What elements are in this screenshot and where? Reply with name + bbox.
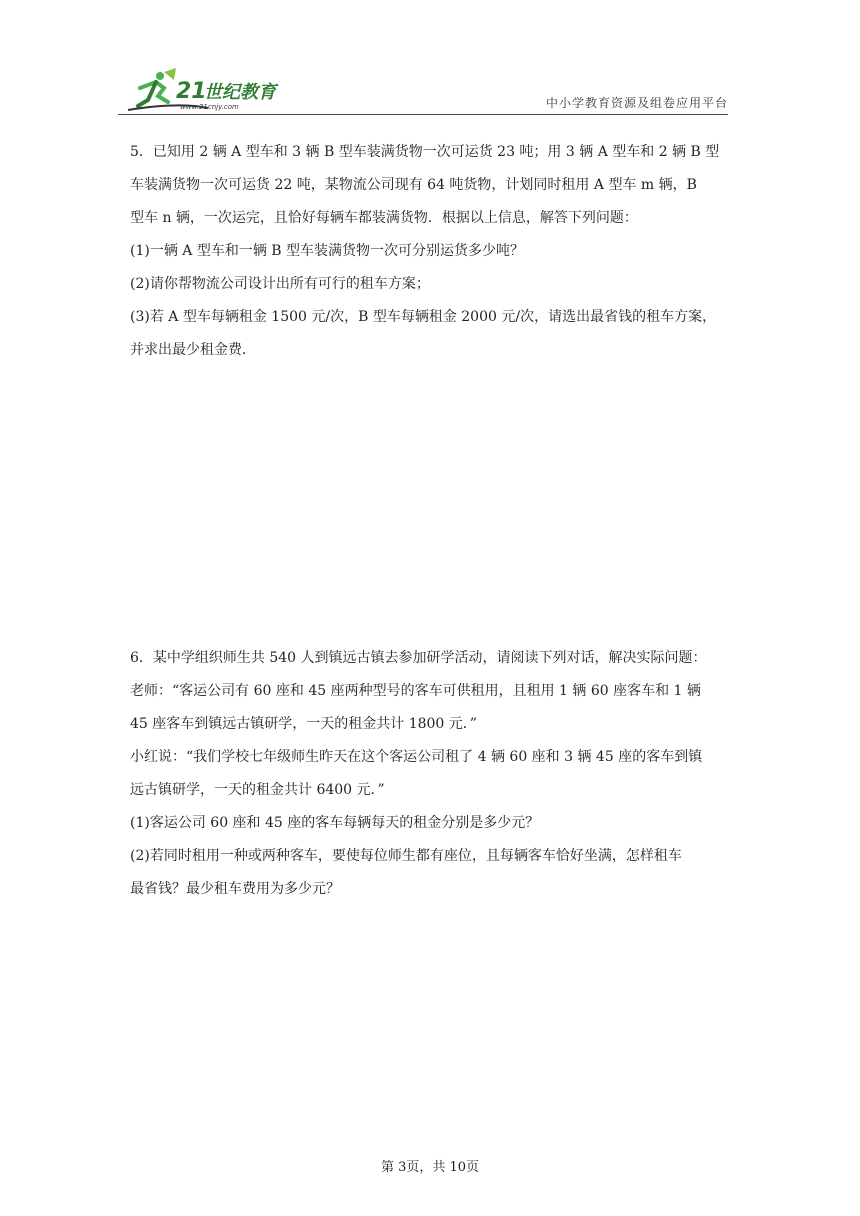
q6-teacher-line-2: 45 座客车到镇远古镇研学，一天的租金共计 1800 元．”	[130, 716, 477, 732]
question-6	[130, 642, 730, 906]
page-header	[118, 66, 728, 116]
q6-xiaohong-line-1: 小红说：“我们学校七年级师生昨天在这个客运公司租了 4 辆 60 座和 3 辆 45 座的客车到镇	[130, 749, 703, 765]
site-logo	[118, 66, 298, 114]
q6-subquestion-1: (1)客运公司 60 座和 45 座的客车每辆每天的租金分别是多少元？	[130, 815, 540, 831]
q5-stem-line-2: 车装满货物一次可运货 22 吨，某物流公司现有 64 吨货物，计划同时租用 A 型车 m 辆，B	[130, 177, 697, 193]
q5-subquestion-1: (1)一辆 A 型车和一辆 B 型车装满货物一次可分别运货多少吨？	[130, 243, 525, 259]
question-5	[130, 136, 730, 367]
q5-subquestion-3-line-1: (3)若 A 型车每辆租金 1500 元/次，B 型车每辆租金 2000 元/次，请选出最省钱的租车方案，	[130, 309, 717, 325]
q6-subquestion-2-line-1: (2)若同时租用一种或两种客车，要使每位师生都有座位，且每辆客车恰好坐满，怎样租车	[130, 848, 682, 864]
q5-subquestion-3-line-2: 并求出最少租金费．	[130, 342, 256, 358]
svg-text:世纪教育: 世纪教育	[204, 82, 276, 103]
svg-text:www.21cnjy.com: www.21cnjy.com	[180, 103, 239, 111]
q6-stem-line-1: 6．某中学组织师生共 540 人到镇远古镇去参加研学活动，请阅读下列对话，解决实际问题：	[130, 650, 707, 666]
q6-xiaohong-line-2: 远古镇研学，一天的租金共计 6400 元．”	[130, 782, 385, 798]
q5-subquestion-2: (2)请你帮物流公司设计出所有可行的租车方案；	[130, 276, 430, 292]
svg-text:21: 21	[176, 79, 207, 104]
q5-stem-line-3: 型车 n 辆，一次运完，且恰好每辆车都装满货物．根据以上信息，解答下列问题：	[130, 210, 638, 226]
q6-teacher-line-1: 老师：“客运公司有 60 座和 45 座两种型号的客车可供租用，且租用 1 辆 60 座客车和 1 辆	[130, 683, 701, 699]
header-divider	[118, 114, 728, 115]
q5-stem-line-1: 5．已知用 2 辆 A 型车和 3 辆 B 型车装满货物一次可运货 23 吨；用 3 辆 A 型车和 2 辆 B 型	[130, 144, 720, 160]
page-number: 第 3页，共 10页	[380, 1160, 480, 1175]
platform-name: 中小学教育资源及组卷应用平台	[545, 96, 728, 110]
q6-subquestion-2-line-2: 最省钱？最少租车费用为多少元？	[130, 881, 340, 897]
